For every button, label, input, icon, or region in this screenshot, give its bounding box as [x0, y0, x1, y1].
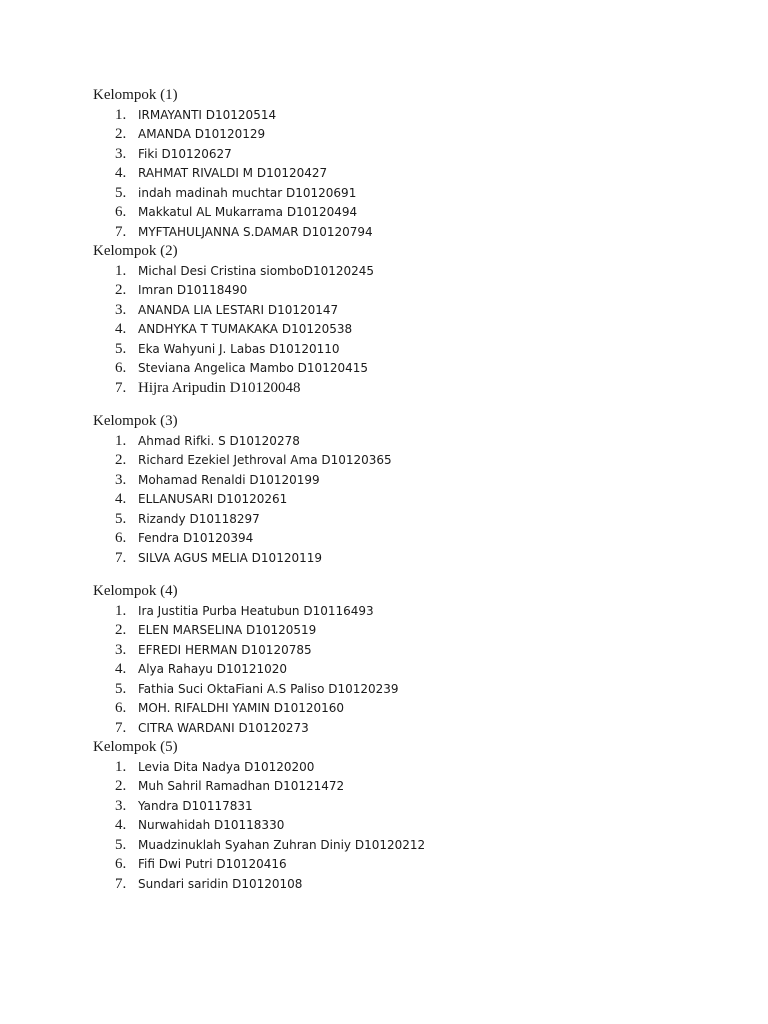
group-kelompok-1: [93, 86, 693, 242]
list-item: [93, 777, 693, 797]
list-number: 3.: [115, 797, 127, 814]
member-name: Levia Dita Nadya D10120200: [138, 759, 315, 774]
member-name: Ira Justitia Purba Heatubun D10116493: [138, 603, 374, 618]
list-item: [93, 510, 693, 530]
member-name: Muh Sahril Ramadhan D10121472: [138, 779, 345, 793]
list-number: 7.: [115, 223, 127, 240]
member-name: ELLANUSARI D10120261: [138, 492, 288, 506]
list-item: [93, 223, 693, 243]
member-name: MYFTAHULJANNA S.DAMAR D10120794: [138, 224, 373, 239]
list-number: 4.: [115, 661, 127, 677]
member-name: ANANDA LIA LESTARI D10120147: [138, 302, 339, 317]
member-name: ELEN MARSELINA D10120519: [138, 623, 317, 637]
list-item: [93, 602, 693, 622]
list-item: [93, 641, 693, 661]
list-item: [93, 490, 693, 510]
member-name: Imran D10118490: [138, 283, 248, 297]
list-item: [93, 816, 693, 836]
list-item: [93, 184, 693, 204]
list-item: [93, 359, 693, 379]
member-name: RAHMAT RIVALDI M D10120427: [138, 166, 328, 180]
list-item: [93, 301, 693, 321]
list-item: [93, 621, 693, 641]
member-name: Fiki D10120627: [138, 146, 232, 161]
group-kelompok-4: [93, 582, 693, 738]
group-heading: Kelompok (5): [93, 739, 178, 755]
list-number: 6.: [115, 204, 127, 220]
list-item: [93, 125, 693, 145]
list-number: 4.: [115, 491, 127, 507]
member-name: Fendra D10120394: [138, 531, 254, 545]
list-item: [93, 281, 693, 301]
list-item: [93, 203, 693, 223]
member-name: Hijra Aripudin D10120048: [138, 379, 301, 396]
group-kelompok-3: [93, 412, 693, 568]
list-number: 2.: [115, 282, 127, 298]
list-number: 5.: [115, 680, 127, 697]
list-item: [93, 875, 693, 895]
member-name: indah madinah muchtar D10120691: [138, 185, 357, 200]
member-name: MOH. RIFALDHI YAMIN D10120160: [138, 701, 345, 715]
member-name: Rizandy D10118297: [138, 511, 260, 526]
group-kelompok-2: [93, 242, 693, 398]
member-name: Yandra D10117831: [138, 798, 253, 813]
list-item: [93, 855, 693, 875]
list-number: 5.: [115, 184, 127, 201]
list-item: [93, 660, 693, 680]
list-number: 5.: [115, 340, 127, 357]
member-name: Mohamad Renaldi D10120199: [138, 472, 320, 487]
member-name: Makkatul AL Mukarrama D10120494: [138, 205, 358, 219]
member-name: CITRA WARDANI D10120273: [138, 720, 309, 735]
list-number: 6.: [115, 530, 127, 546]
list-number: 6.: [115, 360, 127, 376]
list-number: 4.: [115, 817, 127, 833]
list-number: 7.: [115, 875, 127, 892]
list-number: 5.: [115, 836, 127, 853]
list-number: 1.: [115, 262, 127, 279]
list-number: 6.: [115, 856, 127, 872]
group-heading: Kelompok (3): [93, 413, 178, 429]
document-page: [93, 86, 693, 894]
list-number: 2.: [115, 778, 127, 794]
member-name: AMANDA D10120129: [138, 127, 266, 141]
list-item: [93, 262, 693, 282]
list-item: [93, 758, 693, 778]
list-number: 1.: [115, 106, 127, 123]
list-item: [93, 719, 693, 739]
list-item: [93, 340, 693, 360]
list-number: 3.: [115, 471, 127, 488]
list-number: 7.: [115, 549, 127, 566]
list-number: 2.: [115, 126, 127, 142]
member-name: EFREDI HERMAN D10120785: [138, 642, 312, 657]
list-item: [93, 320, 693, 340]
list-item: [93, 797, 693, 817]
member-name: Alya Rahayu D10121020: [138, 662, 288, 676]
list-number: 7.: [115, 379, 127, 396]
list-item: [93, 379, 693, 399]
list-item: [93, 106, 693, 126]
list-number: 7.: [115, 719, 127, 736]
list-number: 4.: [115, 165, 127, 181]
member-name: Michal Desi Cristina siomboD10120245: [138, 263, 375, 278]
list-number: 1.: [115, 432, 127, 449]
list-number: 4.: [115, 321, 127, 337]
list-item: [93, 549, 693, 569]
list-number: 3.: [115, 641, 127, 658]
list-item: [93, 680, 693, 700]
member-name: SILVA AGUS MELIA D10120119: [138, 550, 323, 565]
member-name: Muadzinuklah Syahan Zuhran Diniy D10120212: [138, 837, 426, 852]
list-number: 1.: [115, 602, 127, 619]
member-name: Fifi Dwi Putri D10120416: [138, 857, 287, 871]
member-name: IRMAYANTI D10120514: [138, 107, 277, 122]
list-number: 6.: [115, 700, 127, 716]
list-number: 1.: [115, 758, 127, 775]
member-name: Nurwahidah D10118330: [138, 818, 285, 832]
list-item: [93, 529, 693, 549]
list-item: [93, 145, 693, 165]
list-item: [93, 836, 693, 856]
group-heading: Kelompok (2): [93, 243, 178, 259]
member-name: Steviana Angelica Mambo D10120415: [138, 361, 369, 375]
list-item: [93, 432, 693, 452]
member-name: ANDHYKA T TUMAKAKA D10120538: [138, 322, 353, 336]
member-name: Eka Wahyuni J. Labas D10120110: [138, 341, 340, 356]
member-name: Fathia Suci OktaFiani A.S Paliso D10120239: [138, 681, 399, 696]
member-name: Ahmad Rifki. S D10120278: [138, 433, 300, 448]
list-number: 5.: [115, 510, 127, 527]
list-item: [93, 164, 693, 184]
list-item: [93, 451, 693, 471]
member-name: Richard Ezekiel Jethroval Ama D10120365: [138, 453, 392, 467]
group-kelompok-5: [93, 738, 693, 894]
list-number: 2.: [115, 452, 127, 468]
list-number: 2.: [115, 622, 127, 638]
member-name: Sundari saridin D10120108: [138, 876, 303, 891]
group-heading: Kelompok (1): [93, 87, 178, 103]
group-heading: Kelompok (4): [93, 583, 178, 599]
list-item: [93, 471, 693, 491]
list-number: 3.: [115, 301, 127, 318]
list-number: 3.: [115, 145, 127, 162]
list-item: [93, 699, 693, 719]
